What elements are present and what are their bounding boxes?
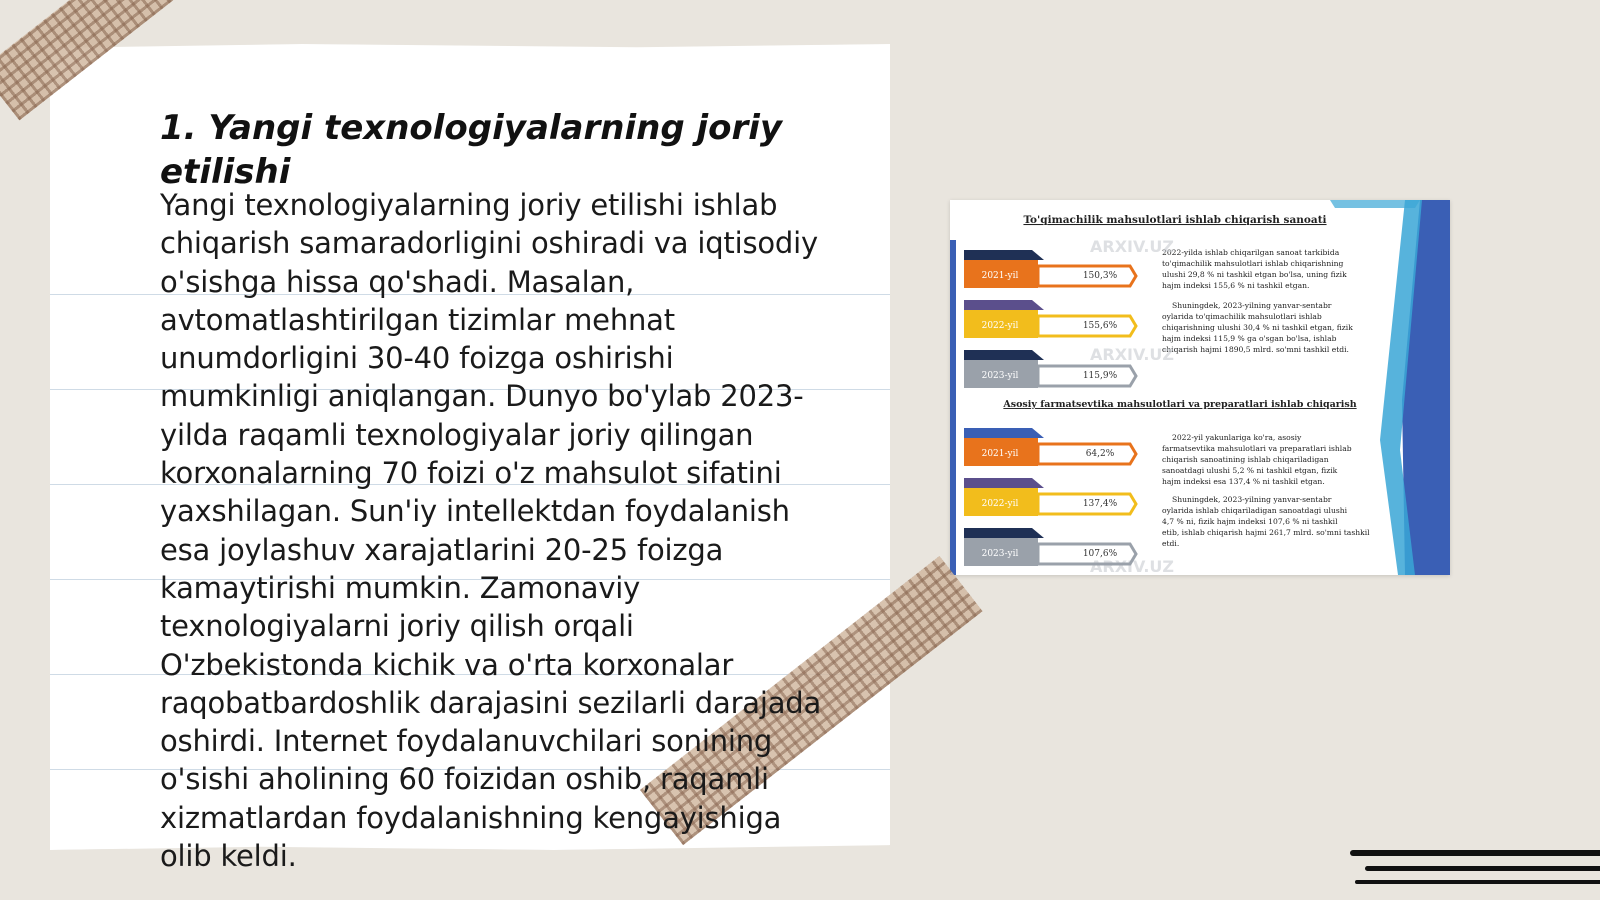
section2-year: 2022-yil — [981, 499, 1019, 509]
section2-row — [964, 428, 1136, 466]
infographic-svg — [950, 200, 1450, 575]
section2-year: 2021-yil — [981, 449, 1019, 459]
section2-line: etib, ishlab chiqarish hajmi 261,7 mlrd. so'mni tashkil — [1162, 528, 1370, 537]
section1-line: oylarida to'qimachilik mahsulotlari ishlab — [1162, 312, 1322, 321]
section2-value: 107,6% — [1082, 549, 1118, 559]
cyan-accent — [1330, 200, 1420, 208]
slide-heading: 1. Yangi texnologiyalarning joriy etilishi — [160, 108, 783, 192]
section1-value: 155,6% — [1082, 321, 1118, 331]
section2-line: hajm indeksi esa 137,4 % ni tashkil etgan. — [1162, 477, 1325, 486]
section2-line: Shuningdek, 2023-yilning yanvar-sentabr — [1172, 495, 1332, 504]
section2-row — [964, 478, 1136, 516]
section2-line: etdi. — [1162, 539, 1180, 548]
section1-year: 2022-yil — [981, 321, 1019, 331]
section1-line: ulushi 29,8 % ni tashkil etgan bo'lsa, uning fizik — [1162, 270, 1347, 279]
section1-line: hajm indeksi 155,6 % ni tashkil etgan. — [1162, 281, 1310, 290]
watermark-text: ARXIV.UZ — [1090, 237, 1174, 256]
section1-value: 115,9% — [1082, 371, 1118, 381]
infographic-image — [950, 200, 1450, 575]
brush-stroke — [1365, 866, 1600, 871]
section1-line: to'qimachilik mahsulotlari ishlab chiqarishning — [1162, 259, 1344, 268]
section2-line: chiqarish sanoatining ishlab chiqariladigan — [1162, 455, 1329, 464]
section1-line: chiqarish hajmi 1890,5 mlrd. so'mni tashkil etdi. — [1162, 345, 1349, 354]
section1-row — [964, 300, 1136, 338]
section1-line: chiqarishning ulushi 30,4 % ni tashkil etgan, fizik — [1162, 323, 1353, 332]
section2-line: 4,7 % ni, fizik hajm indeksi 107,6 % ni tashkil — [1162, 517, 1338, 526]
section1-line: 2022-yilda ishlab chiqarilgan sanoat tarkibida — [1162, 248, 1340, 257]
section2-value: 137,4% — [1082, 499, 1118, 509]
section1-year: 2023-yil — [981, 371, 1019, 381]
section2-year: 2023-yil — [981, 549, 1019, 559]
watermark-text: ARXIV.UZ — [1090, 557, 1174, 575]
section2-line: farmatsevtika mahsulotlari va preparatlari ishlab — [1162, 444, 1352, 453]
brush-stroke — [1350, 850, 1600, 856]
section1-line: Shuningdek, 2023-yilning yanvar-sentabr — [1172, 301, 1332, 310]
section2-paragraph — [1162, 433, 1370, 548]
slide-body-text: Yangi texnologiyalarning joriy etilishi ishlab chiqarish samaradorligini oshiradi va iqtisodiy o'sishga hissa qo'shadi. Masalan, avtomatlashtirilgan tizimlar mehnat unumdorligini 30-40 foizga oshirishi mumkinligi aniqlangan. Dunyo bo'ylab 2023-yilda raqamli texnologiyalar joriy qilingan korxonalarning 70 foizi o'z mahsulot sifatini yaxshilagan. Sun'iy intellektdan foydalanish esa joylashuv xarajatlarini 20-25 foizga kamaytirishi mumkin. Zamonaviy texnologiyalarni joriy qilish orqali O'zbekistonda kichik va o'rta korxonalar raqobatbardoshlik darajasini sezilarli darajada oshirdi. Internet foydalanuvchilari sonining o'sishi aholining 60 foizidan oshib, raqamli xizmatlardan foydalanishning kengayishiga olib keldi. — [160, 188, 822, 874]
section2-title: Asosiy farmatsevtika mahsulotlari va preparatlari ishlab chiqarish — [1003, 399, 1357, 410]
section1-year: 2021-yil — [981, 271, 1019, 281]
section1-paragraph — [1162, 248, 1353, 354]
left-band — [950, 240, 956, 575]
section2-line: 2022-yil yakunlariga ko'ra, asosiy — [1172, 433, 1302, 442]
section2-line: oylarida ishlab chiqariladigan sanoatdagi ulushi — [1162, 506, 1348, 515]
section2-line: sanoatdagi ulushi 5,2 % ni tashkil etgan, fizik — [1162, 466, 1338, 475]
brush-stroke — [1355, 880, 1600, 884]
section1-value: 150,3% — [1082, 271, 1118, 281]
section1-line: hajm indeksi 115,9 % ga o'sgan bo'lsa, ishlab — [1162, 334, 1337, 343]
watermark-text: ARXIV.UZ — [1090, 345, 1174, 364]
section2-value: 64,2% — [1085, 449, 1115, 459]
section1-title: To'qimachilik mahsulotlari ishlab chiqarish sanoati — [1023, 214, 1327, 226]
